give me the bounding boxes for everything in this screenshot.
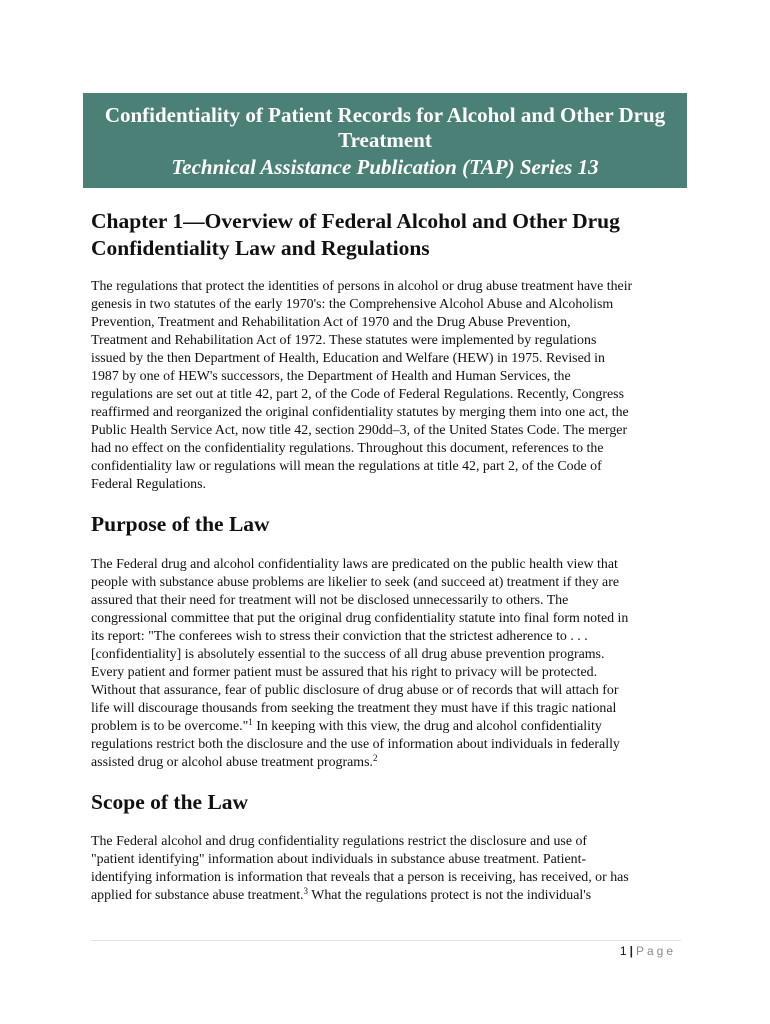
paragraph-line xyxy=(91,718,681,736)
chapter-heading xyxy=(91,208,681,262)
paragraph-line: Federal Regulations. xyxy=(91,477,206,492)
scope-heading: Scope of the Law xyxy=(91,790,249,814)
purpose-paragraph xyxy=(91,556,681,772)
paragraph-line: its report: "The conferees wish to stress their conviction that the strictest adherence to . . . xyxy=(91,629,588,644)
document-subtitle: Technical Assistance Publication (TAP) Series 13 xyxy=(171,155,599,179)
paragraph-line: had no effect on the confidentiality regulations. Throughout this document, references to the xyxy=(91,441,604,456)
paragraph-line: identifying information is information that reveals that a person is receiving, has received, or has xyxy=(91,870,629,885)
paragraph-line xyxy=(91,887,681,905)
page-footer xyxy=(620,944,676,958)
page-separator: | xyxy=(629,944,633,958)
footnote-ref-1[interactable]: 1 xyxy=(248,717,253,727)
page-number: 1 xyxy=(619,944,627,958)
paragraph-text: What the regulations protect is not the individual's xyxy=(308,888,592,903)
paragraph-text: problem is to be overcome." xyxy=(91,719,249,734)
paragraph-line: congressional committee that put the original drug confidentiality statute into final form noted in xyxy=(91,611,629,626)
footnote-ref-3[interactable]: 3 xyxy=(303,886,309,896)
paragraph-line: The Federal alcohol and drug confidentiality regulations restrict the disclosure and use of xyxy=(91,834,588,849)
scope-paragraph xyxy=(91,833,681,905)
paragraph-line: [confidentiality] is absolutely essential to the success of all drug abuse prevention programs. xyxy=(91,647,605,662)
paragraph-text: In keeping with this view, the drug and alcohol confidentiality xyxy=(252,719,602,734)
purpose-heading: Purpose of the Law xyxy=(91,512,270,536)
title-banner xyxy=(83,93,687,188)
paragraph-line: assured that their need for treatment will not be disclosed unnecessarily to others. The xyxy=(91,593,569,608)
paragraph-line: "patient identifying" information about individuals in substance abuse treatment. Patient- xyxy=(91,852,587,867)
paragraph-line: The regulations that protect the identities of persons in alcohol or drug abuse treatment have their xyxy=(91,279,633,294)
paragraph-text: applied for substance abuse treatment. xyxy=(91,888,304,903)
page-label: Page xyxy=(635,944,676,958)
paragraph-line: reaffirmed and reorganized the original confidentiality statutes by merging them into one act, the xyxy=(91,405,629,420)
paragraph-line xyxy=(91,754,681,772)
paragraph-line: The Federal drug and alcohol confidentiality laws are predicated on the public health view that xyxy=(91,557,618,572)
chapter-heading-line: Confidentiality Law and Regulations xyxy=(91,236,430,260)
paragraph-line: regulations restrict both the disclosure and the use of information about individuals in federally xyxy=(91,737,620,752)
paragraph-line: genesis in two statutes of the early 1970's: the Comprehensive Alcohol Abuse and Alcoholism xyxy=(91,297,614,312)
chapter-paragraph xyxy=(91,278,681,494)
paragraph-line: issued by the then Department of Health, Education and Welfare (HEW) in 1975. Revised in xyxy=(91,351,605,366)
chapter-heading-line: Chapter 1—Overview of Federal Alcohol and Other Drug xyxy=(91,209,620,233)
paragraph-line: confidentiality law or regulations will mean the regulations at title 42, part 2, of the Code of xyxy=(91,459,602,474)
footer-divider xyxy=(91,940,681,941)
paragraph-line: regulations are set out at title 42, part 2, of the Code of Federal Regulations. Recently, Congress xyxy=(91,387,624,402)
paragraph-line: life will discourage thousands from seeking the treatment they must have if this tragic national xyxy=(91,701,617,716)
paragraph-line: Public Health Service Act, now title 42, section 290dd–3, of the United States Code. The merger xyxy=(91,423,628,438)
paragraph-line: people with substance abuse problems are likelier to seek (and succeed at) treatment if they are xyxy=(91,575,620,590)
paragraph-line: 1987 by one of HEW's successors, the Department of Health and Human Services, the xyxy=(91,369,571,384)
document-title: Confidentiality of Patient Records for Alcohol and Other Drug Treatment xyxy=(104,103,666,152)
paragraph-line: Treatment and Rehabilitation Act of 1972. These statutes were implemented by regulations xyxy=(91,333,597,348)
paragraph-line: Without that assurance, fear of public disclosure of drug abuse or of records that will attach for xyxy=(91,683,619,698)
paragraph-text: assisted drug or alcohol abuse treatment programs. xyxy=(91,755,373,770)
paragraph-line: Prevention, Treatment and Rehabilitation Act of 1970 and the Drug Abuse Prevention, xyxy=(91,315,571,330)
paragraph-line: Every patient and former patient must be assured that his right to privacy will be protected. xyxy=(91,665,598,680)
footnote-ref-2[interactable]: 2 xyxy=(372,753,378,763)
